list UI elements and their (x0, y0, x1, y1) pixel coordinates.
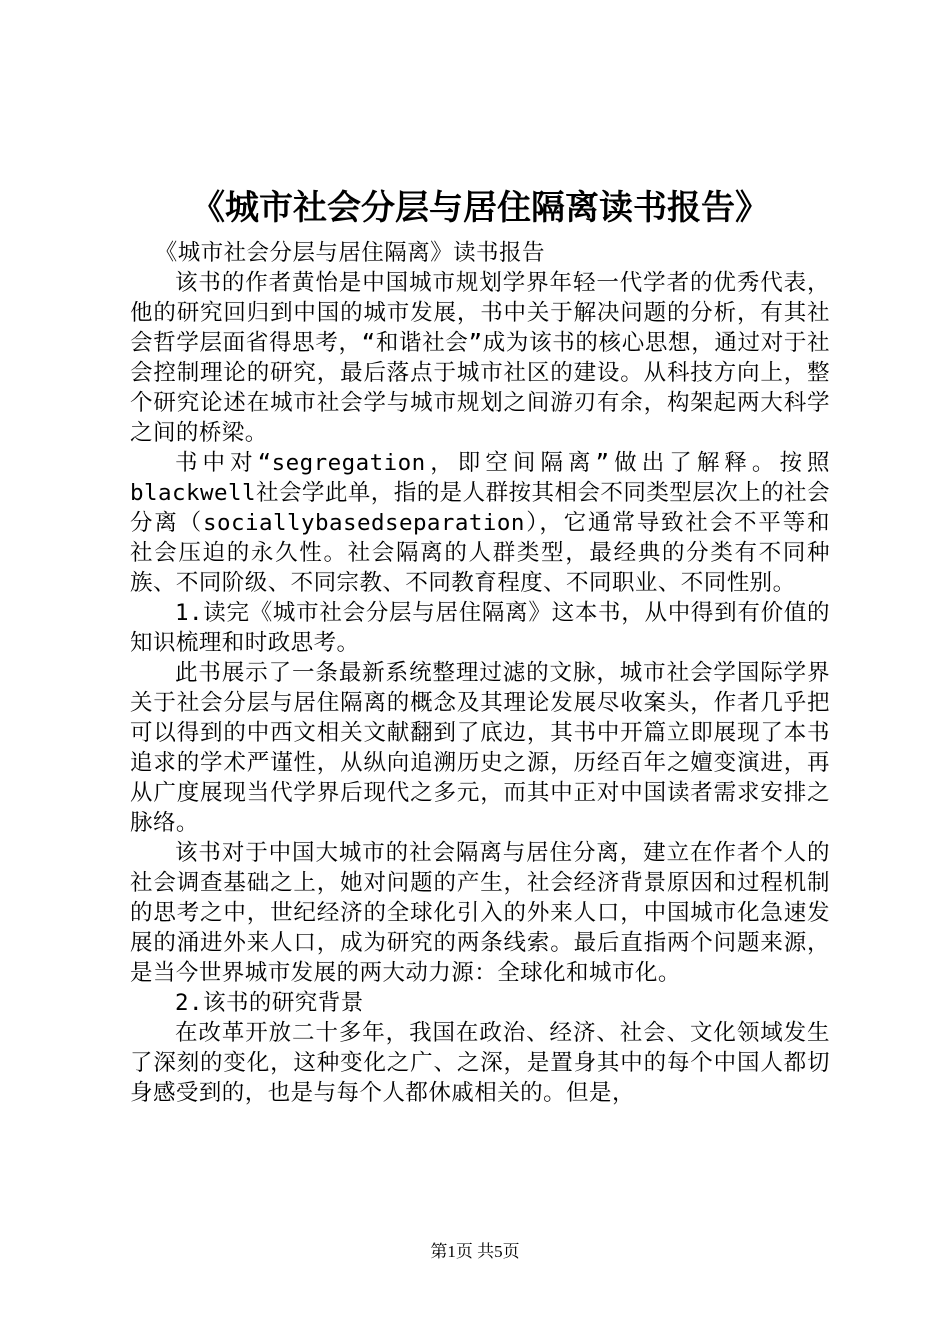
section-heading: 1.读完《城市社会分层与居住隔离》这本书，从中得到有价值的知识梳理和时政思考。 (130, 600, 830, 656)
document-title: 《城市社会分层与居住隔离读书报告》 (191, 188, 769, 228)
page-footer: 第1页 共5页 (430, 1242, 520, 1261)
body-paragraph: 在改革开放二十多年，我国在政治、经济、社会、文化领域发生了深刻的变化，这种变化之广、之深，是置身其中的每个中国人都切身感受到的，也是与每个人都休戚相关的。但是， (130, 1020, 830, 1106)
document-body (130, 238, 830, 1108)
section-heading: 2.该书的研究背景 (175, 990, 364, 1016)
body-paragraph: 该书的作者黄怡是中国城市规划学界年轻一代学者的优秀代表，他的研究回归到中国的城市发展，书中关于解决问题的分析，有其社会哲学层面省得思考，“和谐社会”成为该书的核心思想，通过对于社会控制理论的研究，最后落点于城市社区的建设。从科技方向上，整个研究论述在城市社会学与城市规划之间游刃有余，构架起两大科学之间的桥梁。 (130, 270, 830, 446)
body-paragraph: 此书展示了一条最新系统整理过滤的文脉，城市社会学国际学界关于社会分层与居住隔离的概念及其理论发展尽收案头，作者几乎把可以得到的中西文相关文献翻到了底边，其书中开篇立即展现了本书追求的学术严谨性，从纵向追溯历史之源，历经百年之嬗变演进，再从广度展现当代学界后现代之多元，而其中正对中国读者需求安排之脉络。 (130, 660, 830, 836)
body-paragraph: 书中对“segregation，即空间隔离”做出了解释。按照blackwell社会学此单，指的是人群按其相会不同类型层次上的社会分离（sociallybasedseparation），它通常导致社会不平等和社会压迫的永久性。社会隔离的人群类型，最经典的分类有不同种族、不同阶级、不同宗教、不同教育程度、不同职业、不同性别。 (130, 450, 830, 596)
body-paragraph: 该书对于中国大城市的社会隔离与居住分离，建立在作者个人的社会调查基础之上，她对问题的产生，社会经济背景原因和过程机制的思考之中，世纪经济的全球化引入的外来人口，中国城市化急速发展的涌进外来人口，成为研究的两条线索。最后直指两个问题来源，是当今世界城市发展的两大动力源：全球化和城市化。 (130, 840, 830, 986)
document-subtitle: 《城市社会分层与居住隔离》读书报告 (154, 240, 545, 266)
document-page (130, 178, 830, 1108)
